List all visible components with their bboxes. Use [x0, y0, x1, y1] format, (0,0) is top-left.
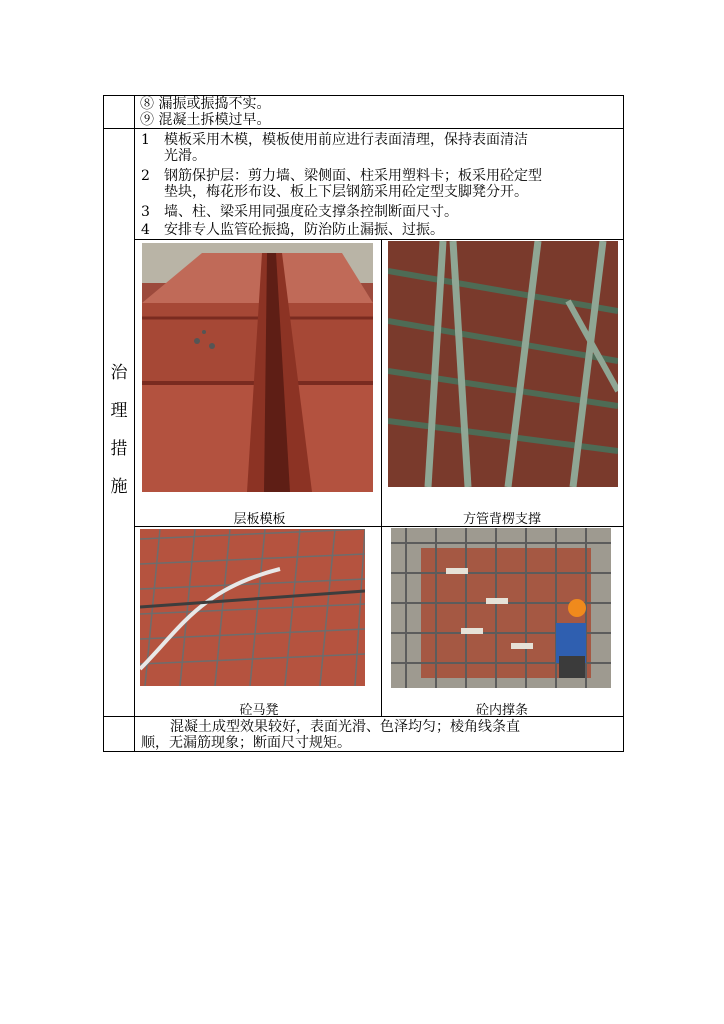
photo-column-divider [381, 239, 382, 716]
table-border-bottom [103, 751, 624, 752]
measure-number: 4 [141, 222, 150, 238]
section-label-char: 措 [110, 439, 128, 459]
cause-item-8: ⑧ 漏振或振捣不实。 [140, 96, 271, 112]
measure-line: 墙、柱、梁采用同强度砼支撑条控制断面尺寸。 [164, 204, 458, 220]
row-divider-causes [103, 128, 624, 129]
measure-line: 模板采用木模，模板使用前应进行表面清理，保持表面清洁 [164, 132, 528, 148]
floor-formwork-photo [142, 243, 373, 492]
square-tube-support-photo [388, 241, 618, 487]
result-line: 混凝土成型效果较好，表面光滑、色泽均匀；棱角线条直 [170, 719, 520, 735]
concrete-brace-photo [391, 528, 611, 688]
measure-number: 1 [141, 132, 150, 148]
row-divider-measures [134, 239, 624, 240]
cause-item-9: ⑨ 混凝土拆模过早。 [140, 112, 271, 128]
section-label-char: 治 [110, 363, 128, 383]
section-label-char: 施 [110, 477, 128, 497]
photo-caption: 层板模板 [233, 512, 286, 527]
measure-line: 钢筋保护层：剪力墙、梁侧面、柱采用塑料卡；板采用砼定型 [164, 168, 542, 184]
photo-caption: 砼马凳 [239, 703, 279, 718]
measure-line: 光滑。 [164, 148, 206, 164]
result-line: 顺，无漏筋现象；断面尺寸规矩。 [141, 735, 351, 751]
table-border-left [103, 95, 104, 752]
photo-caption: 砼内撑条 [475, 703, 528, 718]
concrete-spacer-photo [140, 529, 365, 686]
measure-line: 安排专人监管砼振捣，防治防止漏振、过振。 [164, 222, 444, 238]
column-divider [134, 95, 135, 752]
photo-caption: 方管背楞支撑 [462, 512, 541, 527]
measure-line: 垫块，梅花形布设、板上下层钢筋采用砼定型支脚凳分开。 [164, 184, 528, 200]
measure-number: 3 [141, 204, 150, 220]
table-border-right [623, 95, 624, 752]
section-label-char: 理 [110, 401, 128, 421]
measure-number: 2 [141, 168, 150, 184]
